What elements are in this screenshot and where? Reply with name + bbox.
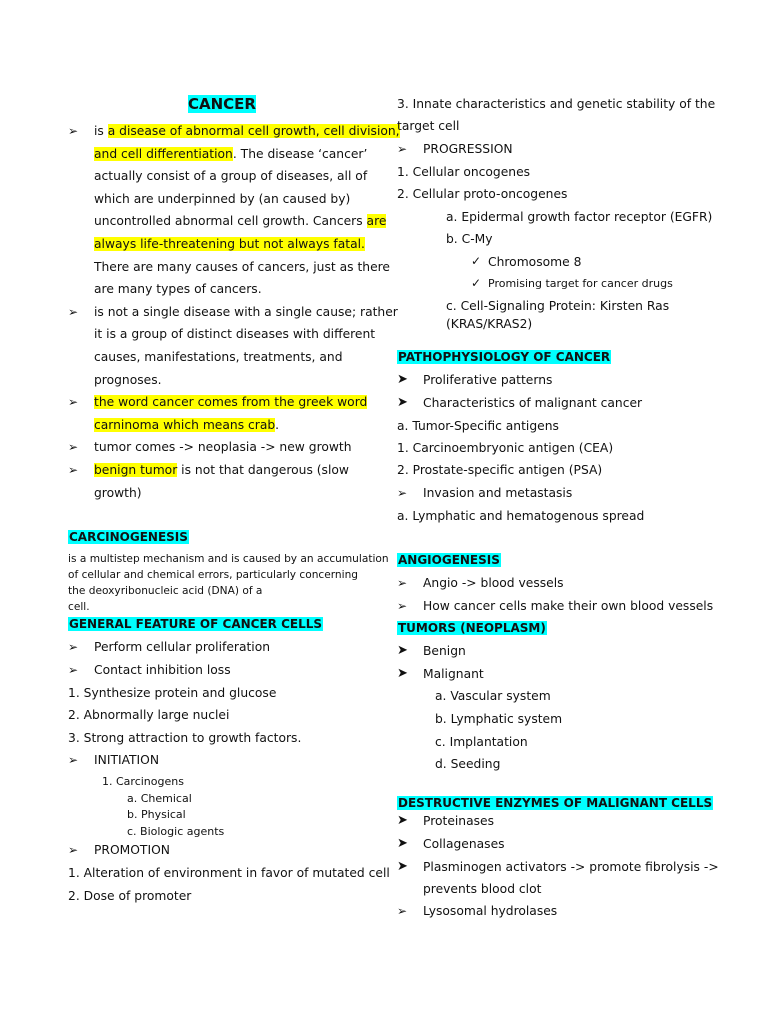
enzymes-bullet-4: Lysosomal hydrolases — [423, 904, 558, 918]
progression-sub-c-1: c. Cell-Signaling Protein: Kirsten Ras — [446, 299, 670, 313]
patho-bullet-2: Characteristics of malignant cancer — [423, 396, 643, 410]
carcinogenesis-heading: CARCINOGENESIS — [69, 530, 188, 544]
carcinogen-biologic: c. Biologic agents — [127, 825, 225, 838]
patho-bullet-1: Proliferative patterns — [423, 373, 553, 387]
third-line-2: carninoma which means crab. — [94, 418, 280, 432]
promotion-item-1: 1. Alteration of environment in favor of mutated cell — [68, 866, 390, 880]
intro-line-1: is a disease of abnormal cell growth, cell division, — [94, 124, 400, 138]
intro-line-2: and cell differentiation. The disease ‘cancer’ — [94, 147, 368, 161]
intro-line-4: which are underpinned by (an caused by) — [94, 192, 351, 206]
progression-sub-a: a. Epidermal growth factor receptor (EGFR) — [446, 210, 713, 224]
intro-line-6: always life-threatening but not always fatal. — [94, 237, 365, 251]
carcinogenesis-line-1: is a multistep mechanism and is caused by an accumulation — [68, 553, 389, 565]
fifth-line-2: growth) — [94, 486, 142, 500]
intro-line-3: actually consist of a group of diseases, all of — [94, 169, 368, 183]
second-line-3: causes, manifestations, treatments, and — [94, 350, 343, 364]
progression-item-2: 2. Cellular proto-oncogenes — [397, 187, 568, 201]
patho-item-2: 2. Prostate-specific antigen (PSA) — [397, 463, 603, 477]
general-feature-heading: GENERAL FEATURE OF CANCER CELLS — [69, 617, 323, 631]
tumors-heading: TUMORS (NEOPLASM) — [398, 621, 546, 635]
angiogenesis-heading: ANGIOGENESIS — [398, 553, 500, 567]
second-line-2: it is a group of distinct diseases with different — [94, 327, 376, 341]
general-item-3: 3. Strong attraction to growth factors. — [68, 731, 302, 745]
fourth-line: tumor comes -> neoplasia -> new growth — [94, 440, 352, 454]
second-line-4: prognoses. — [94, 373, 162, 387]
intro-line-7: There are many causes of cancers, just as there — [94, 260, 390, 274]
carcinogens-item: 1. Carcinogens — [102, 775, 184, 788]
carcinogen-physical: b. Physical — [127, 808, 186, 821]
third-line-1: the word cancer comes from the greek word — [94, 395, 368, 409]
angio-bullet-1: Angio -> blood vessels — [423, 576, 564, 590]
intro-line-5: uncontrolled abnormal cell growth. Cancers are — [94, 214, 387, 228]
arrow-bullet-icon: ➢ — [397, 486, 408, 500]
arrow-bullet-icon: ➢ — [68, 753, 79, 767]
patho-bullet-3: Invasion and metastasis — [423, 486, 573, 500]
bold-arrow-bullet-icon: ➤ — [397, 643, 408, 658]
check-item-1: Chromosome 8 — [488, 255, 582, 269]
tumors-sub-b: b. Lymphatic system — [435, 712, 563, 726]
arrow-bullet-icon: ➢ — [68, 124, 79, 138]
tumors-sub-d: d. Seeding — [435, 757, 501, 771]
general-item-1: 1. Synthesize protein and glucose — [68, 686, 277, 700]
second-line-1: is not a single disease with a single cause; rather — [94, 305, 398, 319]
enzymes-bullet-2: Collagenases — [423, 837, 505, 851]
patho-item-a: a. Tumor-Specific antigens — [397, 419, 559, 433]
bold-arrow-bullet-icon: ➤ — [397, 836, 408, 851]
carcinogenesis-line-3: the deoxyribonucleic acid (DNA) of a — [68, 585, 263, 597]
arrow-bullet-icon: ➢ — [68, 440, 79, 454]
progression-item-1: 1. Cellular oncogenes — [397, 165, 531, 179]
arrow-bullet-icon: ➢ — [68, 305, 79, 319]
tumors-sub-a: a. Vascular system — [435, 689, 551, 703]
carcinogen-chemical: a. Chemical — [127, 792, 192, 805]
pathophysiology-heading: PATHOPHYSIOLOGY OF CANCER — [398, 350, 611, 364]
tumors-sub-c: c. Implantation — [435, 735, 528, 749]
enzymes-bullet-3-line-2: prevents blood clot — [423, 882, 542, 896]
check-item-2: Promising target for cancer drugs — [488, 277, 673, 290]
enzymes-bullet-3-line-1: Plasminogen activators -> promote fibrolysis -> — [423, 860, 719, 874]
general-item-2: 2. Abnormally large nuclei — [68, 708, 230, 722]
innate-line-1: 3. Innate characteristics and genetic stability of the — [397, 97, 716, 111]
arrow-bullet-icon: ➢ — [397, 142, 408, 156]
arrow-bullet-icon: ➢ — [68, 843, 79, 857]
enzymes-heading: DESTRUCTIVE ENZYMES OF MALIGNANT CELLS — [398, 796, 713, 810]
arrow-bullet-icon: ➢ — [397, 576, 408, 590]
checkmark-icon: ✓ — [471, 254, 482, 268]
progression-sub-c-2: (KRAS/KRAS2) — [446, 317, 533, 331]
arrow-bullet-icon: ➢ — [397, 904, 408, 918]
carcinogenesis-line-4: cell. — [68, 601, 90, 613]
tumors-bullet-2: Malignant — [423, 667, 484, 681]
bold-arrow-bullet-icon: ➤ — [397, 859, 408, 874]
arrow-bullet-icon: ➢ — [397, 599, 408, 613]
promotion-item-2: 2. Dose of promoter — [68, 889, 192, 903]
fifth-line-1: benign tumor is not that dangerous (slow — [94, 463, 349, 477]
enzymes-bullet-1: Proteinases — [423, 814, 495, 828]
initiation-label: INITIATION — [94, 753, 160, 767]
progression-sub-b: b. C-My — [446, 232, 493, 246]
checkmark-icon: ✓ — [471, 276, 482, 290]
arrow-bullet-icon: ➢ — [68, 463, 79, 477]
promotion-label: PROMOTION — [94, 843, 170, 857]
bold-arrow-bullet-icon: ➤ — [397, 395, 408, 410]
arrow-bullet-icon: ➢ — [68, 640, 79, 654]
general-bullet-1: Perform cellular proliferation — [94, 640, 271, 654]
patho-item-1: 1. Carcinoembryonic antigen (CEA) — [397, 441, 614, 455]
carcinogenesis-line-2: of cellular and chemical errors, particularly concerning — [68, 569, 359, 581]
intro-line-8: are many types of cancers. — [94, 282, 262, 296]
general-bullet-2: Contact inhibition loss — [94, 663, 231, 677]
bold-arrow-bullet-icon: ➤ — [397, 813, 408, 828]
patho-item-a2: a. Lymphatic and hematogenous spread — [397, 509, 645, 523]
arrow-bullet-icon: ➢ — [68, 663, 79, 677]
tumors-bullet-1: Benign — [423, 644, 466, 658]
arrow-bullet-icon: ➢ — [68, 395, 79, 409]
bold-arrow-bullet-icon: ➤ — [397, 666, 408, 681]
page-title: CANCER — [188, 95, 256, 113]
angio-bullet-2: How cancer cells make their own blood vessels — [423, 599, 714, 613]
progression-label: PROGRESSION — [423, 142, 513, 156]
innate-line-2: target cell — [397, 119, 460, 133]
bold-arrow-bullet-icon: ➤ — [397, 372, 408, 387]
